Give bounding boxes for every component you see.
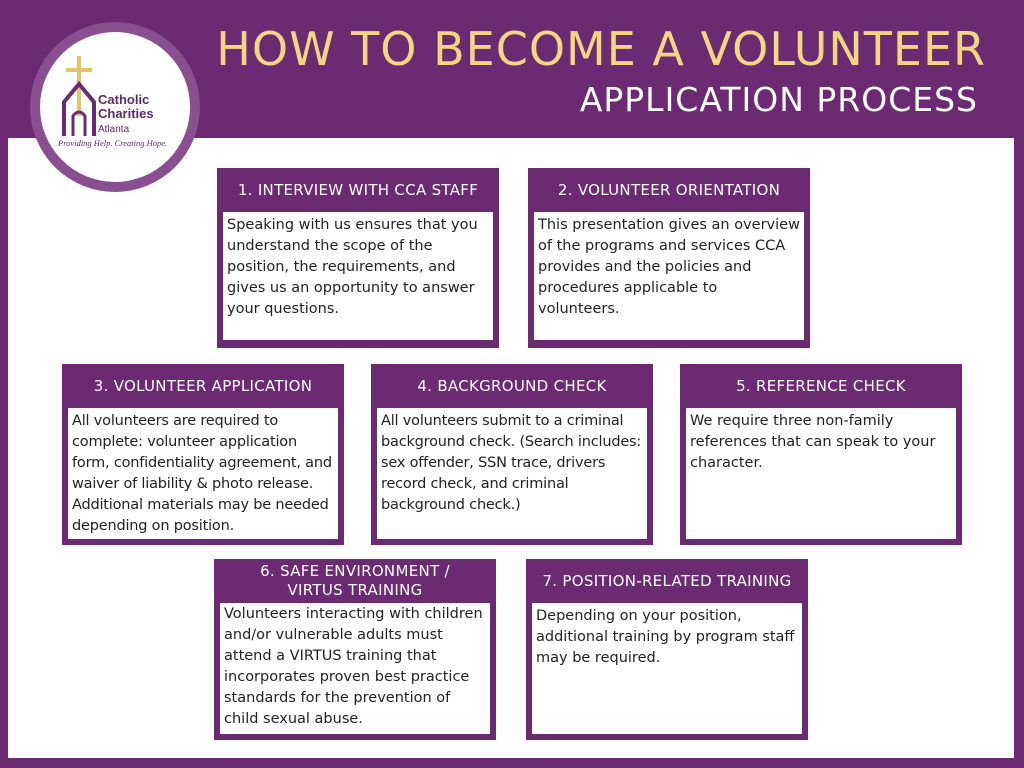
page-subtitle: APPLICATION PROCESS (579, 80, 978, 119)
step-card-1 (217, 168, 499, 348)
step-card-5 (680, 364, 962, 545)
logo-tagline: Providing Help. Creating Hope. (58, 138, 168, 148)
step-description: This presentation gives an overview of the programs and services CCA provides and the policies and procedures applicable to volunteers. (534, 212, 804, 340)
step-card-2 (528, 168, 810, 348)
page-title: HOW TO BECOME A VOLUNTEER (216, 22, 986, 76)
logo-name-line2: Charities (98, 106, 154, 121)
step-title: 5. REFERENCE CHECK (736, 376, 906, 395)
step-description: Depending on your position, additional training by program staff may be required. (532, 603, 802, 734)
logo-name-line1: Catholic (98, 92, 150, 107)
step-title: 6. SAFE ENVIRONMENT / VIRTUS TRAINING (260, 562, 450, 599)
step-card-4 (371, 364, 653, 545)
step-description: We require three non-family references that can speak to your character. (686, 408, 956, 539)
step-title: 4. BACKGROUND CHECK (417, 376, 607, 395)
step-description: Volunteers interacting with children and/or vulnerable adults must attend a VIRTUS training that incorporates proven best practice standards for the prevention of child sexual abuse. (220, 603, 490, 734)
logo-city: Atlanta (98, 124, 130, 135)
step-title: 3. VOLUNTEER APPLICATION (93, 376, 313, 395)
step-card-3 (62, 364, 344, 545)
logo-name (98, 93, 178, 121)
step-card-6 (214, 559, 496, 740)
step-description: Speaking with us ensures that you understand the scope of the position, the requirements, and gives us an opportunity to answer your questions. (223, 212, 493, 340)
step-description: All volunteers are required to complete: volunteer application form, confidentiality agreement, and waiver of liability & photo release. Additional materials may be needed depending on position. (68, 408, 338, 539)
step-card-7 (526, 559, 808, 740)
step-title: 2. VOLUNTEER ORIENTATION (557, 180, 781, 199)
step-title: 7. POSITION-RELATED TRAINING (542, 571, 792, 590)
step-title: 1. INTERVIEW WITH CCA STAFF (237, 180, 479, 199)
step-description: All volunteers submit to a criminal background check. (Search includes: sex offender, SSN trace, drivers record check, and criminal background check.) (377, 408, 647, 539)
